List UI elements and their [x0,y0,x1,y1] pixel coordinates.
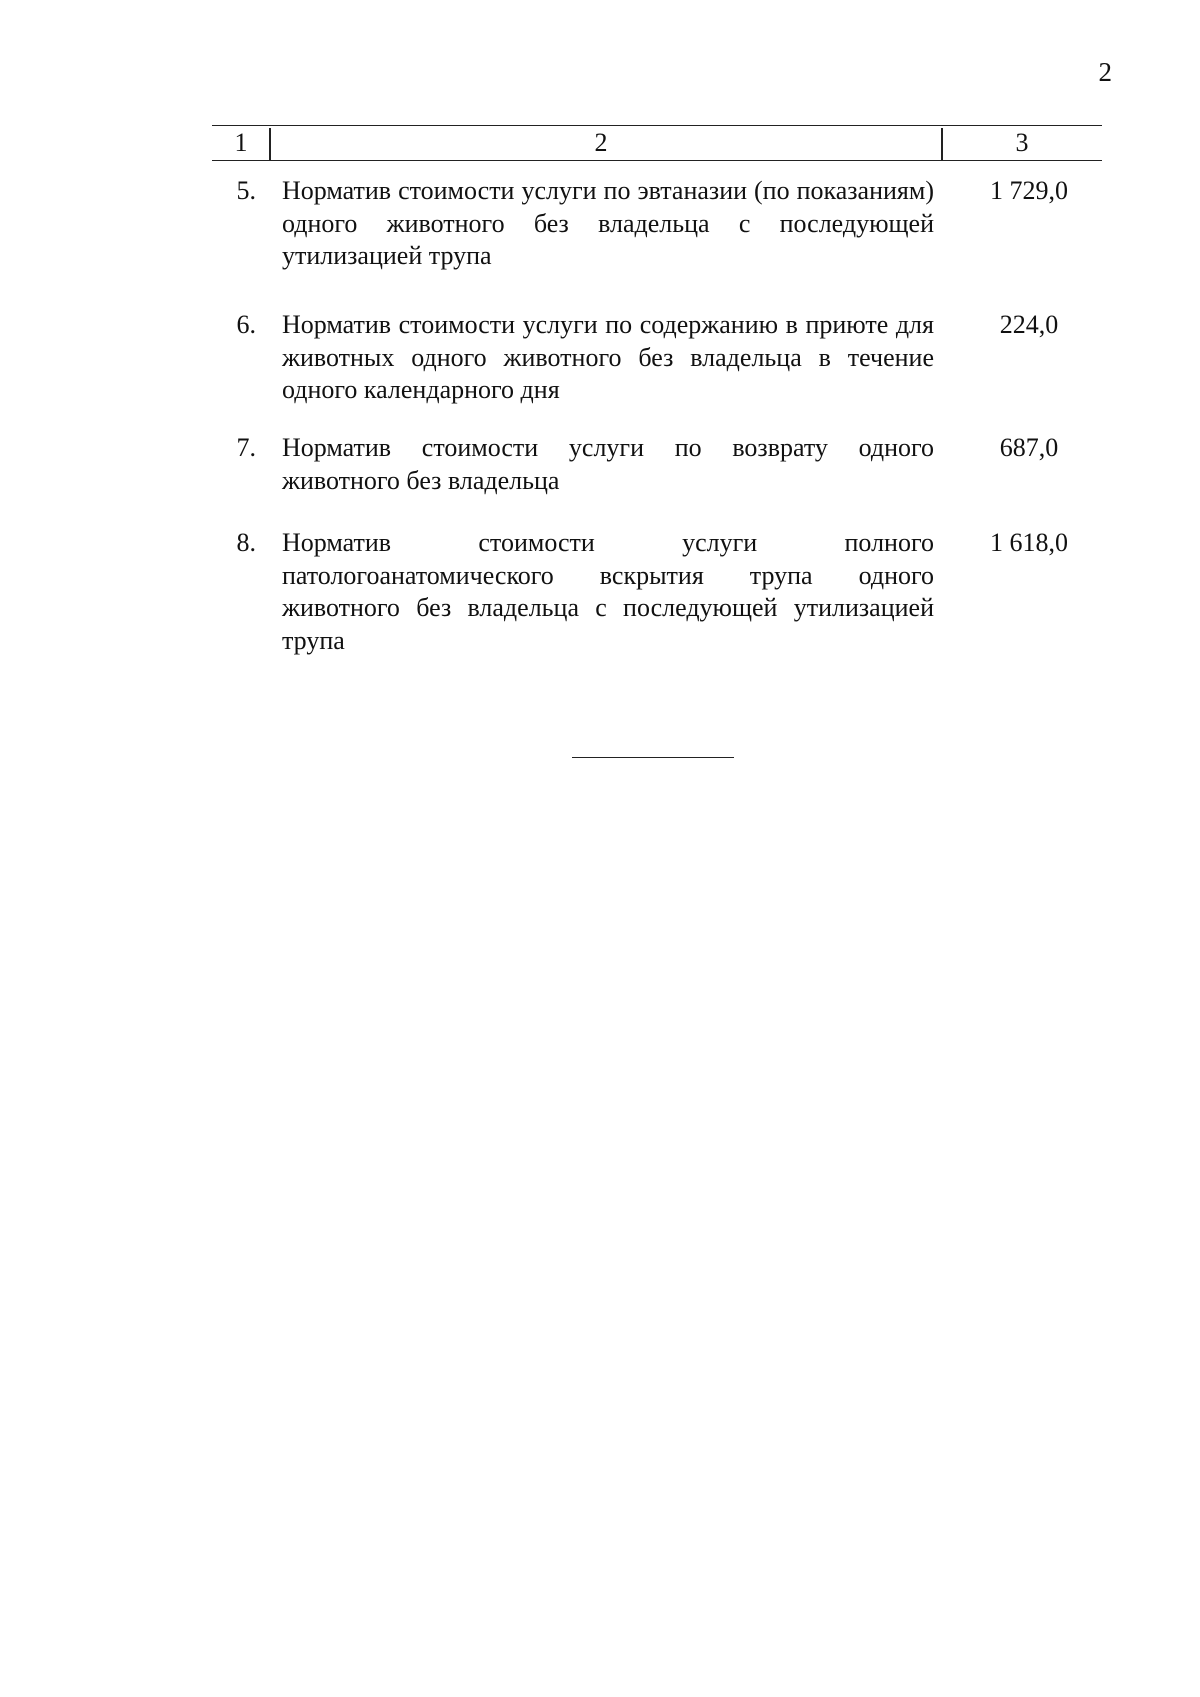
header-col-2: 2 [594,128,608,157]
row-description: Норматив стоимости услуги по эвтаназии (по показаниям) одного животного без владельца с последующей утилизацией трупа [282,176,934,270]
page-number: 2 [1098,57,1112,87]
row-description: Норматив стоимости услуги по возврату одного животного без владельца [282,433,934,495]
row-number: 7. [236,433,256,462]
header-col-1: 1 [234,128,248,157]
header-divider [269,128,271,160]
row-number: 6. [236,310,256,339]
table-row [212,309,1102,435]
row-description: Норматив стоимости услуги по содержанию в приюте для животных одного животного без владельца в течение одного календарного дня [282,310,934,404]
row-value: 1 618,0 [990,528,1068,557]
end-of-document-rule [572,757,734,758]
row-value: 1 729,0 [990,176,1068,205]
header-col-3: 3 [1015,128,1029,157]
row-description: Норматив стоимости услуги полного патологоанатомического вскрытия трупа одного животного без владельца с последующей утилизацией трупа [282,528,934,655]
header-divider [941,128,943,160]
table-body [212,161,1102,655]
table-row [212,432,1102,525]
table-row [212,527,1102,667]
row-value: 224,0 [999,310,1059,339]
row-number: 8. [236,528,256,557]
table-header-row [212,125,1102,161]
row-number: 5. [236,176,256,205]
table-row [212,175,1102,305]
row-value: 687,0 [999,433,1059,462]
norms-table [212,125,1102,655]
